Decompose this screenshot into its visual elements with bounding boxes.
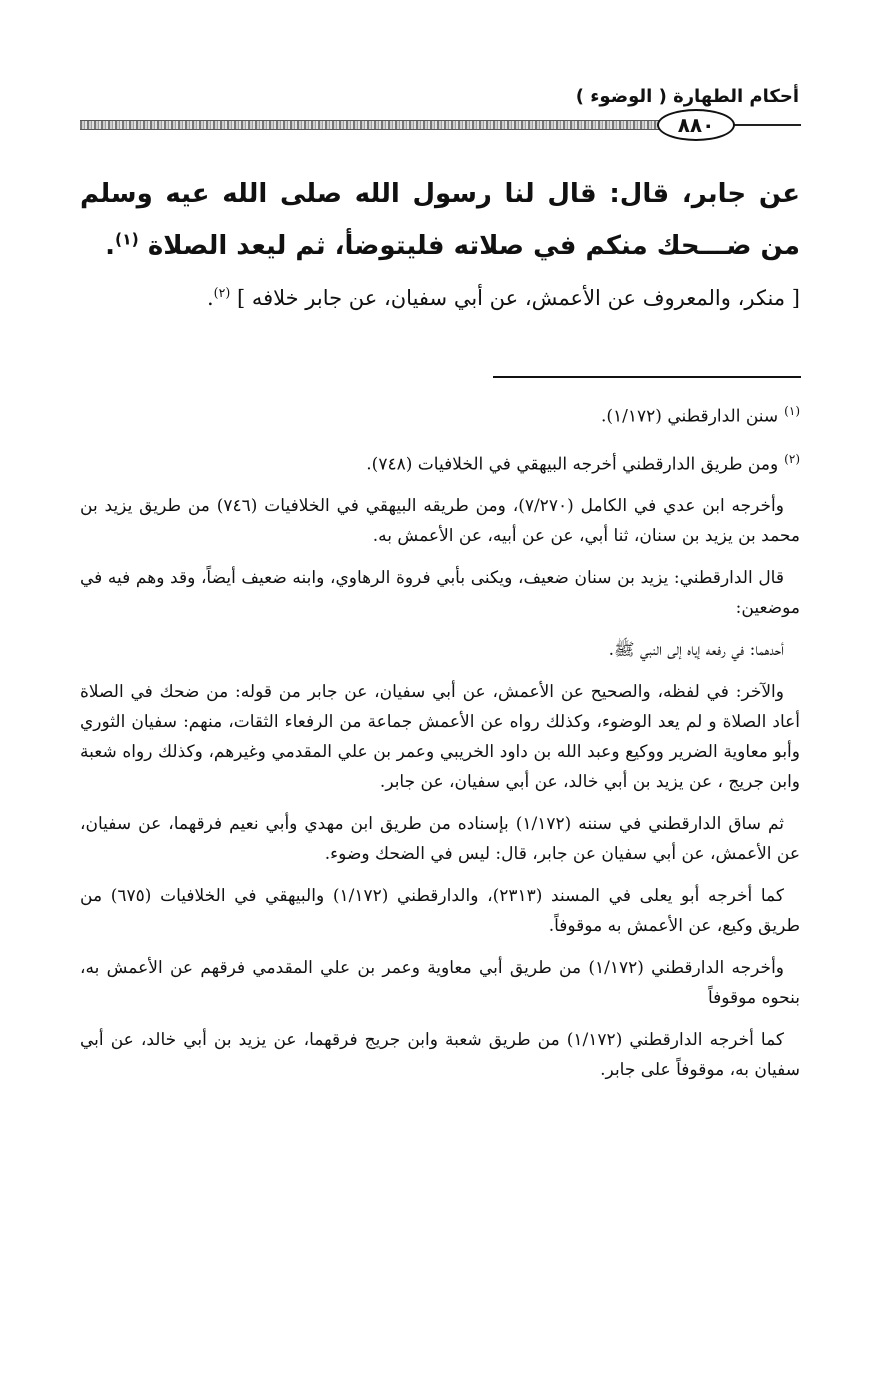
footnote-1-marker: (١): [784, 404, 800, 418]
footnote-paragraph: كما أخرجه أبو يعلى في المسند (٢٣١٣)، والدارقطني (١/١٧٢) والبيهقي في الخلافيات (٦٧٥) من طريق وكيع، عن الأعمش به موقوفاً.: [80, 886, 800, 937]
hadith-footnote-ref: (١): [115, 230, 139, 249]
header-ornament-rule: [80, 120, 660, 130]
footnote-2: [80, 444, 800, 480]
page-number: ٨٨٠: [657, 109, 735, 141]
running-head-title: أحكام الطهارة ( الوضوء ): [575, 86, 799, 107]
hadith-text-block: [80, 168, 800, 272]
footnote-paragraph: ثم ساق الدارقطني في سننه (١/١٧٢) بإسناده من طريق ابن مهدي وأبي نعيم فرقهما، عن سفيان، عن الأعمش، عن أبي سفيان عن جابر، قال: ليس في الضحك وضوء.: [80, 814, 800, 865]
hadith-text: عن جابر، قال: قال لنا رسول الله صلى الله عيه وسلم من ضـــحك منكم في صلاته فليتوضأ، ثم ليعد الصلاة: [80, 179, 800, 261]
footnote-1-text: سنن الدارقطني (١/١٧٢).: [600, 406, 779, 427]
footnote-paragraph: كما أخرجه الدارقطني (١/١٧٢) من طريق شعبة وابن جريج فرقهما، عن يزيد بن أبي خالد، عن أبي سفيان به، موقوفاً على جابر.: [80, 1030, 800, 1081]
ruling-footnote-ref: (٢): [213, 285, 231, 300]
ruling-text: [ منكر، والمعروف عن الأعمش، عن أبي سفيان، عن جابر خلافه ]: [236, 286, 800, 310]
footnote-1: [80, 396, 800, 432]
footnote-paragraph: وأخرجه الدارقطني (١/١٧٢) من طريق أبي معاوية وعمر بن علي المقدمي فرقهم عن الأعمش به، بنحوه موقوفاً: [80, 958, 800, 1009]
footnote-separator: [493, 376, 801, 378]
hadith-end-dot: .: [105, 231, 115, 261]
footnote-paragraph: أحدهما: في رفعه إياه إلى النبي ﷺ.: [608, 640, 784, 661]
footnote-2-text: ومن طريق الدارقطني أخرجه البيهقي في الخلافيات (٧٤٨).: [366, 454, 779, 475]
footnote-paragraph: وأخرجه ابن عدي في الكامل (٧/٢٧٠)، ومن طريقه البيهقي في الخلافيات (٧٤٦) من طريق يزيد بن محمد بن يزيد بن سنان، ثنا أبي، عن عن أبيه، عن الأعمش به.: [80, 496, 800, 547]
footnote-paragraph: والآخر: في لفظه، والصحيح عن الأعمش، عن أبي سفيان، عن جابر من قوله: من ضحك في الصلاة أعاد الصلاة و لم يعد الوضوء، وكذلك رواه عن الأعمش جماعة من الرفعاء الثقات، منهم: سفيان الثوري وأبو معاوية الضرير ووكيع وعبد الله بن داود الخريبي وعمر بن علي المقدمي وغيرهم، وكذلك رواه شعبة وابن جريج ، عن يزيد بن أبي خالد، عن أبي سفيان، عن جابر.: [80, 682, 800, 793]
header-rule-right: [733, 124, 801, 126]
footnotes-section: [80, 396, 800, 1097]
footnote-2-marker: (٢): [784, 451, 800, 466]
footnote-paragraph: قال الدارقطني: يزيد بن سنان ضعيف، ويكنى بأبي فروة الرهاوي، وابنه ضعيف أيضاً، وقد وهم فيه في موضعين:: [80, 568, 800, 619]
ruling-note: [80, 282, 800, 314]
ruling-end-dot: .: [206, 286, 214, 310]
